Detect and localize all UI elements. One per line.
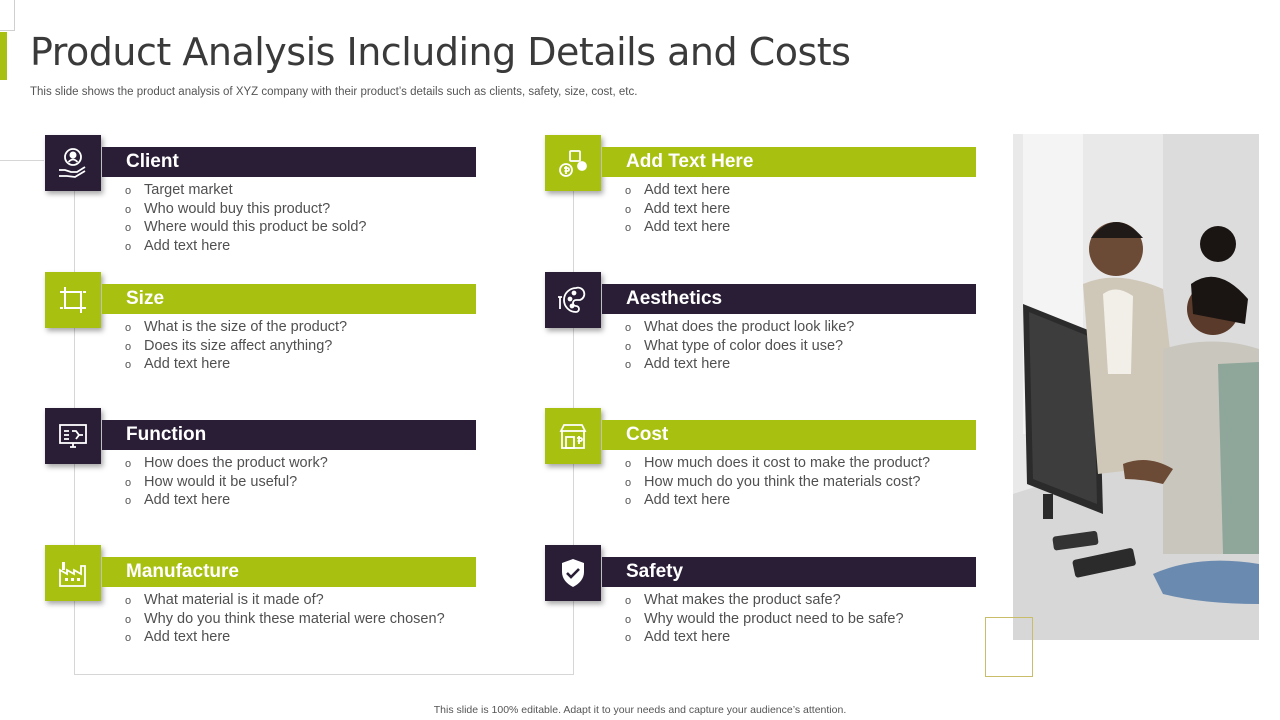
list-item: o Add text here — [625, 629, 904, 648]
list-item: o Add text here — [125, 238, 366, 257]
list-item: o What is the size of the product? — [125, 319, 347, 338]
card-label: Aesthetics — [626, 288, 723, 309]
list-item: o How much do you think the materials cost? — [625, 474, 930, 493]
add-text-list — [625, 182, 730, 238]
crop-size-icon — [45, 272, 101, 328]
card-label: Cost — [626, 424, 669, 445]
card-aesthetics — [545, 272, 977, 392]
card-manufacture — [45, 545, 477, 665]
shop-cost-icon — [545, 408, 601, 464]
list-item: o Who would buy this product? — [125, 201, 366, 220]
card-cost — [545, 408, 977, 528]
list-item: o Add text here — [625, 201, 730, 220]
header-bar-client — [102, 147, 476, 177]
header-bar-safety — [602, 557, 976, 587]
list-item: o What type of color does it use? — [625, 338, 854, 357]
page-title: Product Analysis Including Details and Costs — [30, 30, 851, 74]
aesthetics-list — [625, 319, 854, 375]
list-item: o How much does it cost to make the product? — [625, 455, 930, 474]
list-item: o Add text here — [125, 629, 445, 648]
list-item: o Add text here — [625, 219, 730, 238]
list-item: o Add text here — [625, 182, 730, 201]
decorative-square — [985, 617, 1033, 677]
header-bar-size — [102, 284, 476, 314]
card-label: Function — [126, 424, 207, 445]
card-add-text — [545, 135, 977, 255]
list-item: o Add text here — [625, 356, 854, 375]
left-connector-line — [0, 160, 44, 161]
list-item: o What makes the product safe? — [625, 592, 904, 611]
card-client — [45, 135, 477, 255]
card-safety — [545, 545, 977, 665]
header-bar-aesthetics — [602, 284, 976, 314]
function-list — [125, 455, 328, 511]
card-label: Client — [126, 151, 179, 172]
header-bar-cost — [602, 420, 976, 450]
title-accent-bar — [0, 32, 7, 80]
card-size — [45, 272, 477, 392]
list-item: o Does its size affect anything? — [125, 338, 347, 357]
list-item: o Where would this product be sold? — [125, 219, 366, 238]
list-item: o How does the product work? — [125, 455, 328, 474]
card-function — [45, 408, 477, 528]
monitor-diagram-icon — [45, 408, 101, 464]
factory-icon — [45, 545, 101, 601]
list-item: o How would it be useful? — [125, 474, 328, 493]
card-label: Add Text Here — [626, 151, 754, 172]
manufacture-list — [125, 592, 445, 648]
client-list — [125, 182, 366, 256]
list-item: o Add text here — [125, 492, 328, 511]
page-subtitle: This slide shows the product analysis of XYZ company with their product’s details such as clients, safety, size, cost, etc. — [30, 86, 638, 98]
card-label: Safety — [626, 561, 684, 582]
palette-icon — [545, 272, 601, 328]
card-label: Manufacture — [126, 561, 239, 582]
client-hand-icon — [45, 135, 101, 191]
size-list — [125, 319, 347, 375]
corner-decoration — [0, 0, 15, 31]
list-item: o Add text here — [625, 492, 930, 511]
header-bar-manufacture — [102, 557, 476, 587]
office-photo — [1013, 134, 1259, 640]
card-label: Size — [126, 288, 165, 309]
list-item: o Target market — [125, 182, 366, 201]
footer-note: This slide is 100% editable. Adapt it to your needs and capture your audience’s attention. — [433, 704, 847, 716]
header-bar-function — [102, 420, 476, 450]
cost-list — [625, 455, 930, 511]
money-products-icon — [545, 135, 601, 191]
list-item: o What does the product look like? — [625, 319, 854, 338]
list-item: o What material is it made of? — [125, 592, 445, 611]
shield-check-icon — [545, 545, 601, 601]
list-item: o Why would the product need to be safe? — [625, 611, 904, 630]
header-bar-add-text — [602, 147, 976, 177]
list-item: o Add text here — [125, 356, 347, 375]
safety-list — [625, 592, 904, 648]
list-item: o Why do you think these material were chosen? — [125, 611, 445, 630]
